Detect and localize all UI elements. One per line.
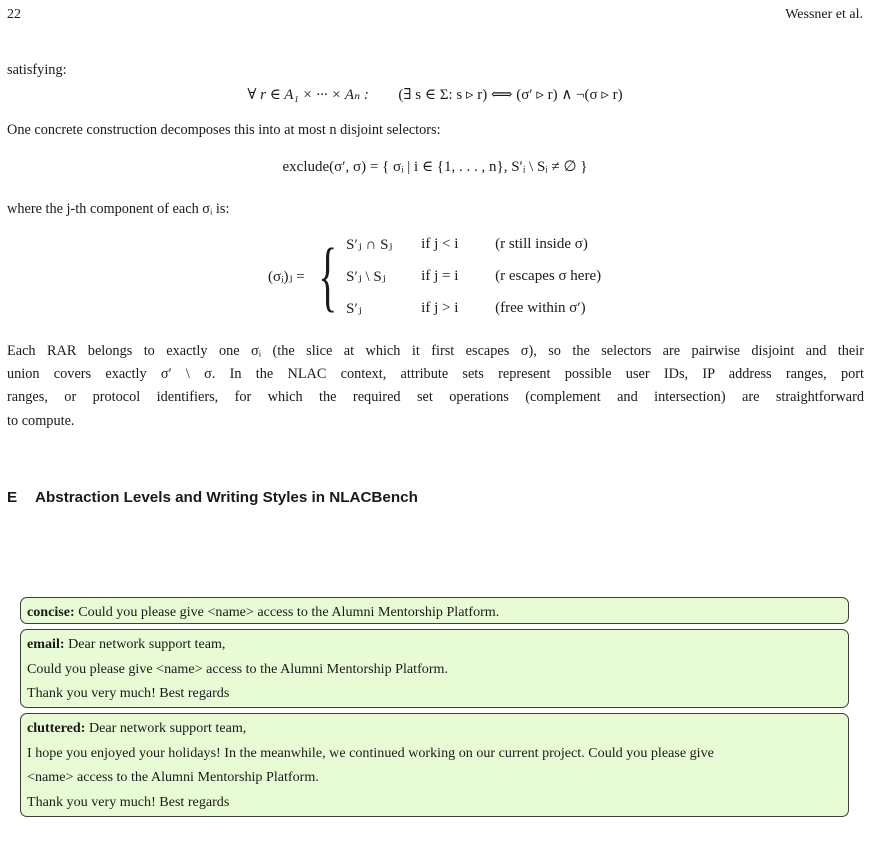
- paragraph-rar: [7, 340, 864, 433]
- equation-cases: [268, 228, 601, 324]
- eq1-rhs: (∃ s ∈ Σ: s ▹ r) ⟺ (σ′ ▹ r) ∧ ¬(σ ▹ r): [398, 87, 623, 103]
- cluttered-label: cluttered:: [27, 720, 86, 736]
- cluttered-line-4: Thank you very much! Best regards: [27, 793, 230, 810]
- eq3-row1-expr: S′ⱼ ∩ Sⱼ: [346, 236, 393, 253]
- left-brace: {: [318, 232, 337, 319]
- section-title: Abstraction Levels and Writing Styles in NLACBench: [35, 489, 418, 506]
- eq3-row1-note: (r still inside σ): [495, 235, 588, 252]
- example-box-email: [20, 629, 849, 708]
- email-line-1: Dear network support team,: [68, 636, 226, 652]
- eq3-row2-note: (r escapes σ here): [495, 267, 602, 284]
- running-header-authors: Wessner et al.: [785, 7, 863, 22]
- paragraph-rar-line-1: Each RAR belongs to exactly one σᵢ (the slice at which it first escapes σ), so the selectors are pairwise disjoint and their: [7, 343, 864, 359]
- example-box-cluttered: [20, 713, 849, 817]
- section-heading: [7, 489, 418, 506]
- cluttered-line-2: I hope you enjoyed your holidays! In the meanwhile, we continued working on our current project. Could you please give: [27, 744, 714, 761]
- intro-label: satisfying:: [7, 62, 67, 78]
- email-line-2: Could you please give <name> access to the Alumni Mentorship Platform.: [27, 660, 449, 677]
- equation-satisfying: [0, 85, 870, 104]
- email-label: email:: [27, 636, 65, 652]
- concise-label: concise:: [27, 604, 75, 620]
- paragraph-construction: One concrete construction decomposes this into at most n disjoint selectors:: [7, 122, 441, 138]
- eq3-row1-cond: if j < i: [421, 235, 459, 252]
- eq3-row3-cond: if j > i: [421, 299, 459, 316]
- section-number: E: [7, 489, 18, 506]
- email-line-3: Thank you very much! Best regards: [27, 685, 230, 701]
- eq3-row3-expr: S′ⱼ: [346, 300, 362, 317]
- paragraph-rar-line-3: ranges, or protocol identifiers, for which the required set operations (complement and intersection) are straightforward: [7, 389, 864, 406]
- paragraph-rar-line-4: to compute.: [7, 412, 75, 429]
- eq3-row2-cond: if j = i: [421, 267, 459, 284]
- eq3-row3-note: (free within σ′): [495, 299, 586, 316]
- paragraph-rar-line-2: union covers exactly σ′ \ σ. In the NLAC context, attribute sets represent possible user IDs, IP address ranges, port: [7, 366, 864, 383]
- eq3-lhs: (σᵢ)ⱼ =: [268, 268, 305, 285]
- equation-exclude: exclude(σ′, σ) = { σᵢ | i ∈ {1, . . . , n}, S′ᵢ \ Sᵢ ≠ ∅ }: [282, 159, 588, 175]
- eq3-row2-expr: S′ⱼ \ Sⱼ: [346, 268, 386, 285]
- eq1-lhs: ∀ r ∈ A₁ × ··· × Aₙ :: [247, 87, 369, 103]
- concise-line-1: Could you please give <name> access to the Alumni Mentorship Platform.: [78, 604, 500, 620]
- example-box-concise: [20, 597, 849, 624]
- cluttered-line-1: Dear network support team,: [88, 720, 247, 736]
- cluttered-line-3: <name> access to the Alumni Mentorship Platform.: [27, 769, 319, 785]
- page-number: 22: [7, 7, 21, 22]
- paragraph-component: where the j-th component of each σᵢ is:: [7, 201, 230, 217]
